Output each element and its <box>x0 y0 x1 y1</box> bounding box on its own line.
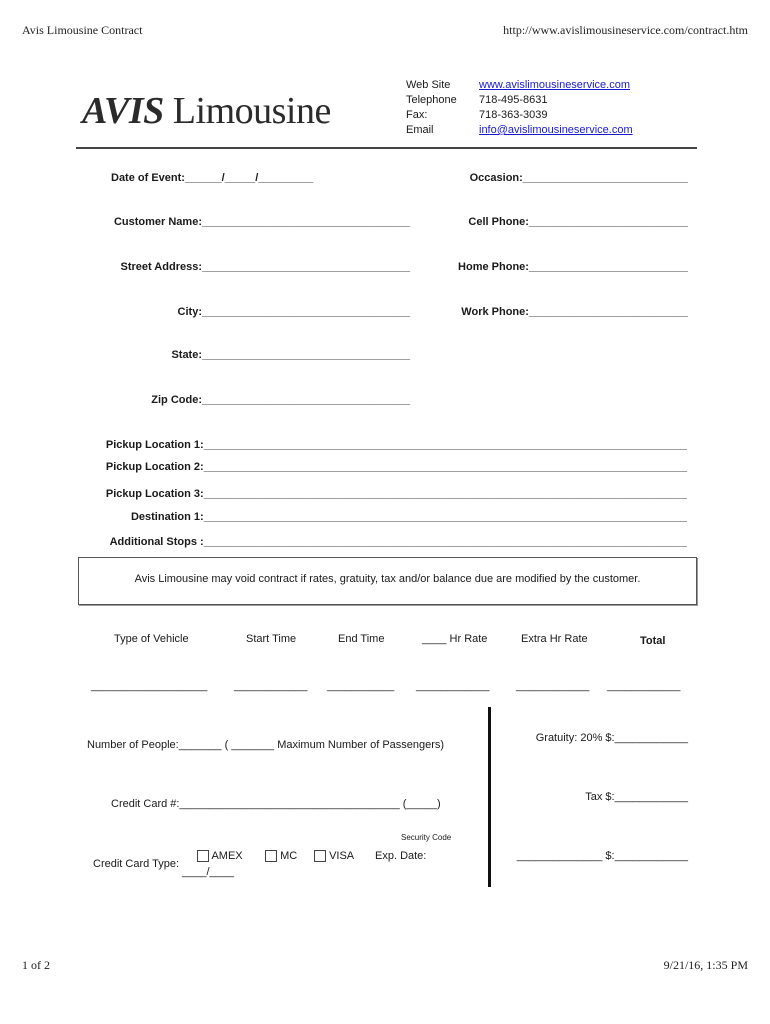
pickup-location-2-field[interactable]: Pickup Location 2:_______________________________________________________________________________ <box>105 461 687 473</box>
print-header-title: Avis Limousine Contract <box>22 23 143 37</box>
start-time-header: Start Time <box>246 633 297 645</box>
email-label: Email <box>406 124 434 136</box>
street-address-field[interactable]: Street Address:__________________________________ <box>120 261 410 273</box>
credit-card-type-label: Credit Card Type: <box>93 858 180 870</box>
total-input[interactable]: ____________ <box>607 680 681 692</box>
city-field[interactable]: City:__________________________________ <box>177 306 410 318</box>
start-time-input[interactable]: ____________ <box>234 680 308 692</box>
work-phone-field[interactable]: Work Phone:__________________________ <box>461 306 688 318</box>
telephone-label: Telephone <box>406 94 457 106</box>
fax-value: 718-363-3039 <box>479 109 548 121</box>
logo-word-limousine: Limousine <box>172 90 331 132</box>
mc-option[interactable] <box>265 850 297 862</box>
visa-label: VISA <box>329 850 355 862</box>
mc-checkbox[interactable] <box>265 850 277 862</box>
total-header: Total <box>640 635 666 647</box>
number-of-people-field[interactable]: Number of People:_______ ( _______ Maximum Number of Passengers) <box>87 739 445 751</box>
state-field[interactable]: State:__________________________________ <box>171 349 410 361</box>
visa-option[interactable] <box>314 850 354 862</box>
payment-divider <box>488 707 491 887</box>
telephone-value: 718-495-8631 <box>479 94 548 106</box>
pickup-location-1-field[interactable]: Pickup Location 1:_______________________________________________________________________________ <box>105 439 687 451</box>
mc-label: MC <box>280 850 298 862</box>
vehicle-type-input[interactable]: ___________________ <box>91 680 208 692</box>
visa-checkbox[interactable] <box>314 850 326 862</box>
extra-hr-rate-input[interactable]: ____________ <box>516 680 590 692</box>
print-datetime: 9/21/16, 1:35 PM <box>663 958 748 972</box>
balance-field[interactable]: ______________ $:____________ <box>516 850 688 862</box>
fax-label: Fax: <box>406 109 428 121</box>
credit-card-number-field[interactable]: Credit Card #:____________________________________ (_____) <box>111 798 441 810</box>
gratuity-field[interactable]: Gratuity: 20% $:____________ <box>535 732 688 744</box>
type-of-vehicle-header: Type of Vehicle <box>114 633 189 645</box>
print-header-url: http://www.avislimousineservice.com/contract.htm <box>503 23 748 37</box>
hr-rate-input[interactable]: ____________ <box>416 680 490 692</box>
end-time-input[interactable]: ___________ <box>327 680 395 692</box>
email-link[interactable]: info@avislimousineservice.com <box>479 124 633 136</box>
date-of-event-field[interactable]: Date of Event:______/_____/_________ <box>111 172 314 184</box>
occasion-field[interactable]: Occasion:___________________________ <box>469 172 688 184</box>
website-link[interactable]: www.avislimousineservice.com <box>479 79 630 91</box>
pickup-location-3-field[interactable]: Pickup Location 3:_______________________________________________________________________________ <box>105 488 687 500</box>
void-contract-notice <box>78 557 697 605</box>
home-phone-field[interactable]: Home Phone:__________________________ <box>458 261 688 273</box>
logo-word-avis: AVIS <box>82 90 164 132</box>
amex-option[interactable] <box>197 850 243 862</box>
page-number: 1 of 2 <box>22 958 50 972</box>
additional-stops-field[interactable]: Additional Stops :_______________________________________________________________________________ <box>109 536 687 548</box>
exp-date-label: Exp. Date: <box>375 850 427 862</box>
end-time-header: End Time <box>338 633 385 645</box>
customer-name-field[interactable]: Customer Name:__________________________________ <box>113 216 410 228</box>
company-logo <box>82 89 331 133</box>
header-divider <box>76 147 697 149</box>
cell-phone-field[interactable]: Cell Phone:__________________________ <box>468 216 688 228</box>
security-code-label: Security Code <box>401 833 452 842</box>
notice-text: Avis Limousine may void contract if rates, gratuity, tax and/or balance due are modified by the customer. <box>134 573 641 585</box>
hr-rate-header: ____ Hr Rate <box>422 633 488 645</box>
extra-hr-rate-header: Extra Hr Rate <box>521 633 588 645</box>
amex-checkbox[interactable] <box>197 850 209 862</box>
destination-1-field[interactable]: Destination 1:_______________________________________________________________________________ <box>130 511 687 523</box>
website-label: Web Site <box>406 79 451 91</box>
zip-code-field[interactable]: Zip Code:__________________________________ <box>151 394 410 406</box>
exp-date-field[interactable]: ____/____ <box>182 866 234 878</box>
tax-field[interactable]: Tax $:____________ <box>585 791 688 803</box>
amex-label: AMEX <box>211 850 243 862</box>
